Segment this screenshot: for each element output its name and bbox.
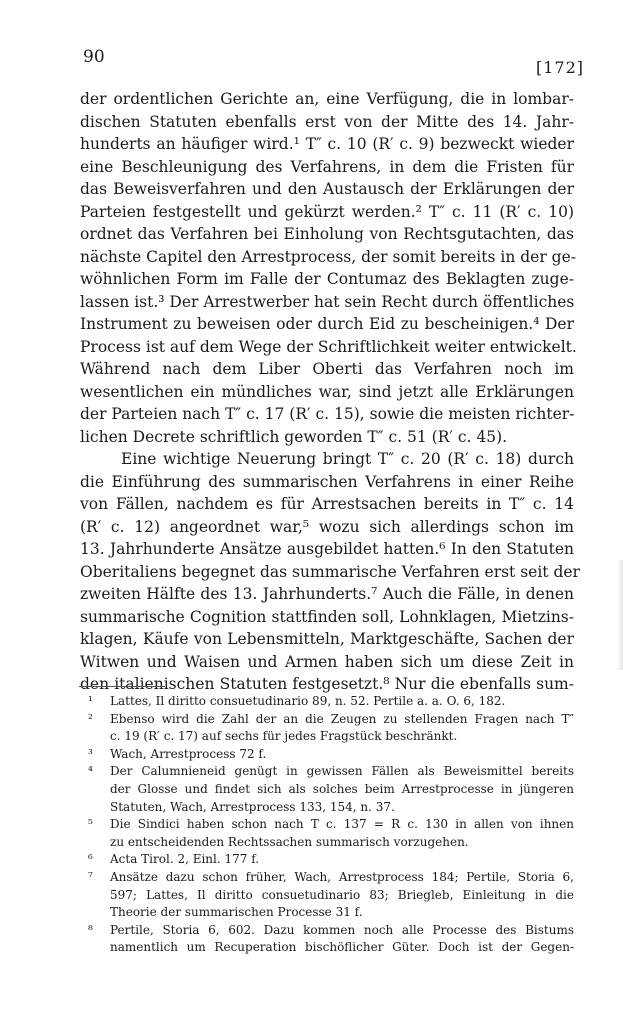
footnote-text: Acta Tirol. 2, Einl. 177 f. — [110, 852, 260, 867]
text-line: Parteien festgestellt und gekürzt werden.² T″ c. 11 (R′ c. 10) — [80, 202, 574, 221]
footnote — [88, 746, 574, 764]
footnote-text: Wach, Arrestprocess 72 f. — [110, 746, 267, 761]
footnote — [88, 851, 574, 869]
footnote-text: Der Calumnieneid genügt in gewissen Fällen als Beweismittel bereits — [110, 764, 574, 779]
text-line: eine Beschleunigung des Verfahrens, in dem die Fristen für — [80, 157, 574, 176]
text-line: Witwen und Waisen und Armen haben sich um diese Zeit in — [80, 652, 574, 671]
text-line: dischen Statuten ebenfalls erst von der Mitte des 14. Jahr- — [80, 112, 574, 131]
footnote-text: Theorie der summarischen Processe 31 f. — [110, 905, 363, 920]
text-line: der ordentlichen Gerichte an, eine Verfügung, die in lombar- — [80, 90, 574, 108]
footnote — [88, 922, 574, 957]
text-line: lassen ist.³ Der Arrestwerber hat sein Recht durch öffentliches — [80, 292, 575, 311]
text-line: das Beweisverfahren und den Austausch der Erklärungen der — [80, 180, 574, 198]
footnote-text: 597; Lattes, Il diritto consuetudinario 83; Briegleb, Einleitung in die — [110, 887, 574, 902]
text-line: die Einführung des summarischen Verfahrens in einer Reihe — [80, 472, 574, 491]
footnote-number: ⁵ — [88, 817, 93, 832]
page-edge-shadow — [617, 560, 623, 670]
footnote-text: Pertile, Storia 6, 602. Dazu kommen noch alle Processe des Bistums — [110, 922, 574, 937]
footnote-text: Ebenso wird die Zahl der an die Zeugen zu stellenden Fragen nach T″ — [110, 711, 574, 726]
footnote-text: c. 19 (R′ c. 17) auf sechs für jedes Fragstück beschränkt. — [110, 729, 458, 744]
page-number: 90 — [83, 47, 105, 67]
footnote-text: Statuten, Wach, Arrestprocess 133, 154, n. 37. — [110, 799, 395, 814]
footnote-number: ⁴ — [88, 764, 93, 779]
paragraph-start-line: Eine wichtige Neuerung bringt T″ c. 20 (R′ c. 18) durch — [121, 450, 574, 468]
main-text — [80, 88, 580, 696]
footnote-rule — [79, 686, 165, 687]
text-line: von Fällen, nachdem es für Arrestsachen bereits in T″ c. 14 — [80, 495, 574, 513]
footnotes — [88, 693, 574, 957]
text-line: summarische Cognition stattfinden soll, Lohnklagen, Mietzins- — [80, 607, 574, 626]
footnote-number: ⁸ — [88, 922, 93, 937]
sheet-mark: [172] — [535, 58, 584, 77]
footnote-text: zu entscheidenden Rechtssachen summarisch vorzugehen. — [110, 834, 469, 849]
footnote-text: Ansätze dazu schon früher, Wach, Arrestprocess 184; Pertile, Storia 6, — [110, 869, 574, 884]
text-line: Process ist auf dem Wege der Schriftlichkeit weiter entwickelt. — [80, 337, 577, 356]
text-line: Oberitaliens begegnet das summarische Verfahren erst seit der — [80, 562, 580, 581]
text-line: 13. Jahrhunderte Ansätze ausgebildet hatten.⁶ In den Statuten — [80, 540, 574, 558]
footnote-number: ⁶ — [88, 852, 93, 867]
text-line: zweiten Hälfte des 13. Jahrhunderts.⁷ Auch die Fälle, in denen — [80, 585, 574, 603]
footnote-number: ² — [88, 711, 93, 726]
text-line: wesentlichen ein mündliches war, sind jetzt alle Erklärungen — [80, 382, 574, 401]
text-line: lichen Decrete schriftlich geworden T″ c. 51 (R′ c. 45). — [80, 427, 508, 446]
footnote-text: Die Sindici haben schon nach T c. 137 = R c. 130 in allen von ihnen — [110, 817, 574, 832]
text-line: wöhnlichen Form im Falle der Contumaz des Beklagten zuge- — [80, 270, 574, 288]
footnote-text: Lattes, Il diritto consuetudinario 89, n. 52. Pertile a. a. O. 6, 182. — [110, 694, 506, 708]
footnote — [88, 816, 574, 851]
text-line: Während nach dem Liber Oberti das Verfahren noch im — [80, 360, 574, 378]
footnote — [88, 763, 574, 816]
footnote — [88, 869, 574, 922]
text-line: Instrument zu beweisen oder durch Eid zu bescheinigen.⁴ Der — [80, 315, 574, 333]
text-line: den italienischen Statuten festgesetzt.⁸ Nur die ebenfalls sum- — [80, 675, 574, 693]
footnote-text: namentlich um Recuperation bischöflicher Güter. Doch ist der Gegen- — [110, 940, 574, 955]
footnote-number: ⁷ — [88, 869, 93, 884]
footnote-number: ³ — [88, 746, 93, 761]
text-line: der Parteien nach T″ c. 17 (R′ c. 15), sowie die meisten richter- — [80, 405, 575, 423]
text-line: klagen, Käufe von Lebensmitteln, Marktgeschäfte, Sachen der — [80, 630, 574, 648]
footnote — [88, 693, 574, 711]
footnote-text: der Glosse und findet sich als solches beim Arrestprocesse in jüngeren — [110, 781, 574, 796]
text-line: hunderts an häufiger wird.¹ T″ c. 10 (R′ c. 9) bezweckt wieder — [80, 135, 574, 153]
footnote-number: ¹ — [88, 694, 93, 708]
text-line: nächste Capitel den Arrestprocess, der somit bereits in der ge- — [80, 247, 576, 266]
text-line: ordnet das Verfahren bei Einholung von Rechtsgutachten, das — [80, 225, 574, 243]
footnote — [88, 711, 574, 746]
text-line: (R′ c. 12) angeordnet war,⁵ wozu sich allerdings schon im — [80, 517, 574, 536]
